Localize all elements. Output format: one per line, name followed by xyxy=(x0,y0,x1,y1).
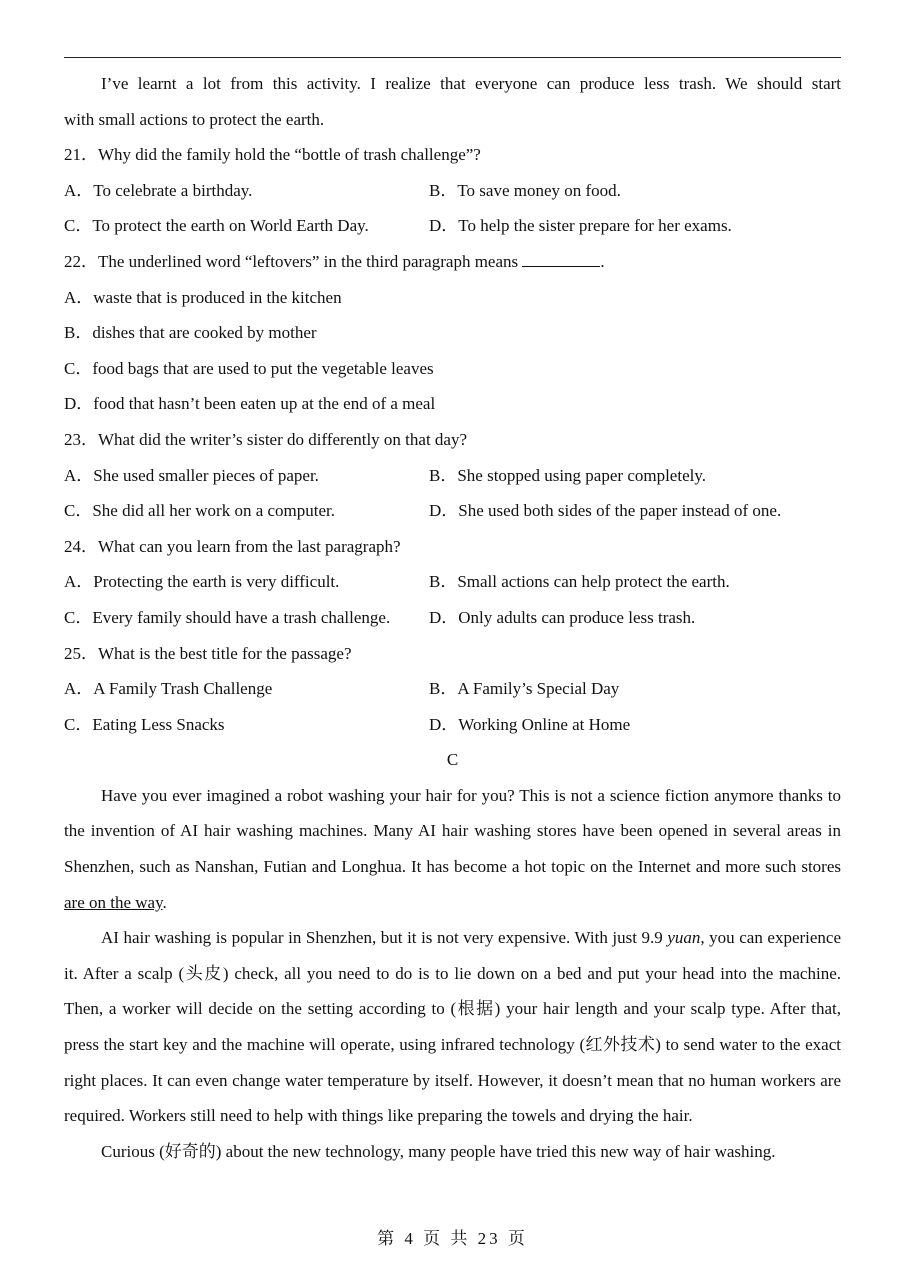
question-25-option-d: D．Working Online at Home xyxy=(429,714,631,734)
question-22-stem-text: 22．The underlined word “leftovers” in the third paragraph means xyxy=(64,251,523,271)
question-23-option-d: D．She used both sides of the paper instead of one. xyxy=(429,501,782,521)
question-21-option-b: B．To save money on food. xyxy=(429,180,621,200)
question-21-option-c: C．To protect the earth on World Earth Day. xyxy=(64,216,369,236)
question-21-stem: 21．Why did the family hold the “bottle of trash challenge”? xyxy=(64,145,481,165)
question-23-stem: 23．What did the writer’s sister do differently on that day? xyxy=(64,429,468,449)
page-content xyxy=(64,66,841,1169)
question-23-options-row-2 xyxy=(64,493,841,529)
passage-b-closing-line-1: I’ve learnt a lot from this activity. I realize that everyone can produce less trash. We should start xyxy=(101,74,841,93)
question-22-option-b: B．dishes that are cooked by mother xyxy=(64,323,317,343)
question-24-stem: 24．What can you learn from the last paragraph? xyxy=(64,536,401,556)
question-24-option-d: D．Only adults can produce less trash. xyxy=(429,607,696,627)
question-22-option-c: C．food bags that are used to put the vegetable leaves xyxy=(64,358,434,378)
section-c-paragraph-1-text: Have you ever imagined a robot washing your hair for you? This is not a science fiction anymore thanks to the invention of AI hair washing machines. Many AI hair washing stores have been opened in several areas in Shenzhen, such as Nanshan, Futian and Longhua. It has become a hot topic on the Internet and more such stores xyxy=(64,785,841,877)
question-21-option-d: D．To help the sister prepare for her exams. xyxy=(429,216,732,236)
answer-blank xyxy=(522,248,600,267)
question-21-options-row-1 xyxy=(64,173,841,209)
passage-b-closing-line-2: with small actions to protect the earth. xyxy=(64,109,325,129)
question-25-options-row-1 xyxy=(64,671,841,707)
question-22-option-d: D．food that hasn’t been eaten up at the end of a meal xyxy=(64,394,436,414)
question-21-options-row-2 xyxy=(64,208,841,244)
section-c-paragraph-2-text-b: , you can experience it. After a scalp (头皮) check, all you need to do is to lie down on a bed and put your head into the machine. Then, a worker will decide on the setting according to (根据) your hair length and your scalp type. After that, press the start key and the machine will operate, using infrared technology (红外技术) to send water to the exact right places. It can even change water temperature by itself. However, it doesn’t mean that no human workers are required. Workers still need to help with things like preparing the towels and drying the hair. xyxy=(64,928,842,1126)
question-23-options-row-1 xyxy=(64,458,841,494)
question-25-options-row-2 xyxy=(64,707,841,743)
question-25-stem: 25．What is the best title for the passage? xyxy=(64,643,352,663)
section-c-paragraph-2-text-a: AI hair washing is popular in Shenzhen, but it is not very expensive. With just 9.9 xyxy=(101,928,668,948)
question-22-stem xyxy=(64,244,841,280)
section-c-paragraph-1 xyxy=(64,778,841,920)
section-c-paragraph-3: Curious (好奇的) about the new technology, many people have tried this new way of hair washing. xyxy=(101,1141,776,1161)
question-22-option-a: A．waste that is produced in the kitchen xyxy=(64,287,342,307)
section-c-heading: C xyxy=(446,750,459,770)
question-25-option-b: B．A Family’s Special Day xyxy=(429,679,620,699)
question-25-option-a: A．A Family Trash Challenge xyxy=(64,679,273,699)
question-22-stem-end: . xyxy=(600,251,605,271)
question-24-option-a: A．Protecting the earth is very difficult. xyxy=(64,572,340,592)
question-25-option-c: C．Eating Less Snacks xyxy=(64,714,225,734)
section-c-paragraph-2 xyxy=(64,920,841,1134)
question-23-option-c: C．She did all her work on a computer. xyxy=(64,501,336,521)
question-24-option-b: B．Small actions can help protect the earth. xyxy=(429,572,730,592)
italic-word: yuan xyxy=(667,928,701,948)
page-footer: 第 4 页 共 23 页 xyxy=(377,1229,528,1248)
question-24-options-row-1 xyxy=(64,564,841,600)
question-21-option-a: A．To celebrate a birthday. xyxy=(64,180,253,200)
section-c-paragraph-1-end: . xyxy=(162,892,167,912)
underlined-phrase: are on the way xyxy=(64,892,163,912)
question-24-options-row-2 xyxy=(64,600,841,636)
question-23-option-b: B．She stopped using paper completely. xyxy=(429,465,706,485)
header-rule xyxy=(64,57,841,58)
question-23-option-a: A．She used smaller pieces of paper. xyxy=(64,465,319,485)
question-24-option-c: C．Every family should have a trash challenge. xyxy=(64,607,391,627)
